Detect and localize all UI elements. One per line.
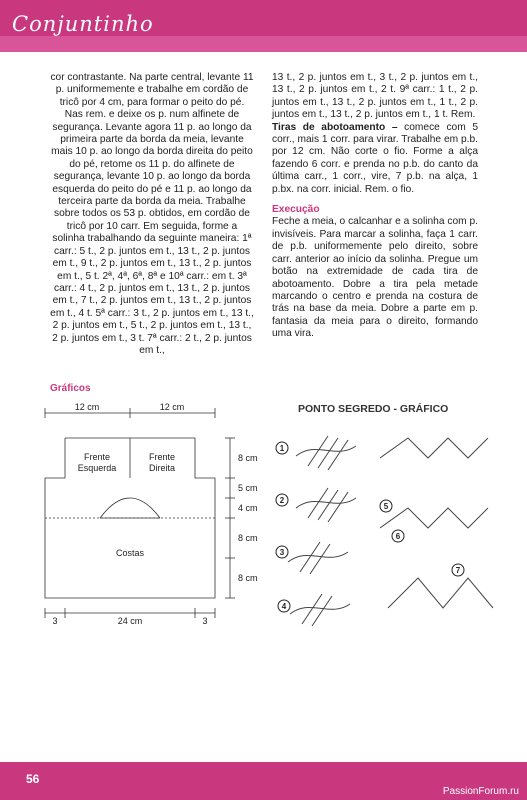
execucao-text: Feche a meia, o calcanhar e a solinha com p. invisíveis. Para marcar a solinha, faça 1 carr. de p.b. uniformemente pelo direito, sobre carr. anterior ao início da solinha. Pregue um botão na extremidade de cada tira de abotoamento. Dobre a tira pela metade marcando o centro e prenda na costura de trás na base da meia. Dobre a parte em p. fantasia da meia para o direito, formando uma vira. [272, 216, 478, 340]
step-1: 1 [279, 444, 285, 453]
page-header-band [0, 36, 527, 52]
right-text-column [272, 72, 478, 341]
width-right-label: 12 cm [159, 402, 185, 412]
step-3: 3 [279, 548, 285, 557]
frente-label-2: Frente [148, 452, 176, 462]
pattern-schematic [30, 398, 270, 628]
step-6: 6 [395, 532, 401, 541]
bottom-left-label: 3 [52, 616, 58, 626]
height-label-2: 5 cm [238, 483, 258, 493]
step-5: 5 [383, 502, 389, 511]
left-text-column [50, 72, 254, 357]
page-number: 56 [26, 772, 40, 786]
tiras-paragraph [272, 122, 478, 196]
instruction-paragraph: cor contrastante. Na parte central, levante 11 p. uniformemente e trabalhe em cordão de tricô por 4 cm, para formar o peito do pé. Nas rem. e deixe os p. num alfinete de segurança. Levante agora 11 p. ao longo da primeira parte da borda da meia, levante mais 10 p. ao longo da borda direita do peito do pé, retome os 11 p. do alfinete de segurança, levante 10 p. ao longo da borda esquerda do peito do pé e 11 p. ao longo da terceira parte da borda da meia. Trabalhe sobre todos os 53 p. obtidos, em cordão de tricô por 10 carr. Em seguida, forme a solinha trabalhando da seguinte maneira: 1ª carr.: 5 t., 2 p. juntos em t., 13 t., 2 p. juntos em t., 9 t., 2 p. juntos em t., 13 t., 2 p. juntos em t., 5 t. 2ª, 4ª, 6ª, 8ª e 10ª carr.: em t. 3ª carr.: 4 t., 2 p. juntos em t., 13 t., 2 p. juntos em t., 7 t., 2 p. juntos em t., 13 t., 2 p. juntos em t., 4 t. 5ª carr.: 3 t., 2 p. juntos em t., 13 t., 2 p. juntos em t., 5 t., 2 p. juntos em t., 13 t., 2 p. juntos em t., 3 t. 7ª carr.: 2 t., 2 p. juntos em t., [50, 72, 254, 356]
costas-label: Costas [115, 548, 145, 558]
step-4: 4 [281, 602, 287, 611]
tiras-label: Tiras de abotoamento – [272, 121, 398, 133]
frente-label: Frente [83, 452, 111, 462]
graficos-label: Gráficos [50, 383, 91, 394]
execucao-heading: Execução [272, 204, 320, 216]
step-7: 7 [455, 566, 461, 575]
instruction-paragraph-continued: 13 t., 2 p. juntos em t., 3 t., 2 p. juntos em t., 13 t., 2 p. juntos em t., 2 t. 9ª carr.: 1 t., 2 p. juntos em t., 13 t., 2 p. juntos em t., 1 t., 2 p. juntos em t., 13 t., 2 p. juntos em t., 1 t. Rem. [272, 72, 478, 121]
stitch-chart [268, 418, 504, 636]
width-left-label: 12 cm [74, 402, 100, 412]
direita-label: Direita [148, 463, 176, 473]
watermark: PassionForum.ru [442, 786, 519, 797]
tiras-text: comece com 5 corr., mais 1 corr. para virar. Trabalhe em p.b. por 12 cm. Não corte o fio. Forme a alça fazendo 6 corr. e prenda no p.b. do canto da última carr., 1 corr., vire, 7 p.b. na alça, 1 p.bx. na corr. inicial. Rem. o fio. [272, 121, 478, 195]
bottom-right-label: 3 [202, 616, 208, 626]
esquerda-label: Esquerda [77, 463, 117, 473]
height-label-3: 4 cm [238, 503, 258, 513]
height-label-5: 8 cm [238, 573, 258, 583]
step-2: 2 [279, 496, 285, 505]
section-title: Conjuntinho [12, 12, 154, 36]
height-label-4: 8 cm [238, 533, 258, 543]
stitch-chart-title: PONTO SEGREDO - GRÁFICO [298, 403, 449, 415]
height-label-1: 8 cm [238, 453, 258, 463]
bottom-center-label: 24 cm [117, 616, 143, 626]
